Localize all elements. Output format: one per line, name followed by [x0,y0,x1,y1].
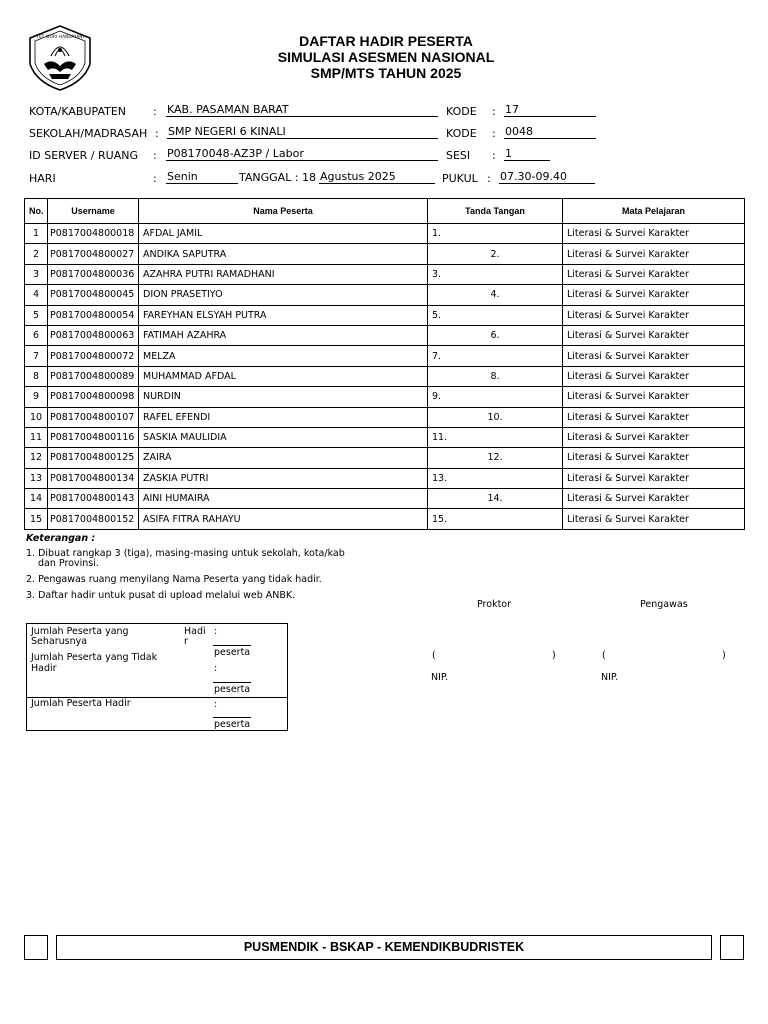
note-1: 1. Dibuat rangkap 3 (tiga), masing-masing untuk sekolah, kota/kab [26,548,345,559]
summary-colon-3: : [214,699,218,710]
row-participant-name: AFDAL JAMIL [139,224,428,244]
row-subject: Literasi & Survei Karakter [563,325,745,345]
row-number: 14 [25,489,48,509]
summary-blank-1 [213,645,251,646]
row-participant-name: SASKIA MAULIDIA [139,427,428,447]
sesi-colon: : [492,149,496,162]
table-row [25,346,745,366]
row-username: P0817004800089 [48,366,139,386]
row-participant-name: RAFEL EFENDI [139,407,428,427]
proktor-nip: NIP. [431,672,449,683]
row-username: P0817004800072 [48,346,139,366]
document-title: DAFTAR HADIR PESERTA [299,33,473,49]
row-number: 9 [25,387,48,407]
header-mata-pelajaran: Mata Pelajaran [563,199,745,224]
kode-value-2: 0048 [504,126,596,139]
row-username: P0817004800054 [48,305,139,325]
note-3: 3. Daftar hadir untuk pusat di upload melalui web ANBK. [26,590,296,601]
table-row [25,489,745,509]
summary-blank-2 [213,682,251,683]
pukul-colon: : [487,172,491,185]
row-number: 2 [25,244,48,264]
attendance-summary-box [26,623,288,731]
row-username: P0817004800098 [48,387,139,407]
kode-colon-2: : [492,127,496,140]
sekolah-colon: : [155,127,159,140]
summary-unit-2: peserta [214,684,251,695]
summary-present-label: Jumlah Peserta Hadir [31,698,131,709]
row-username: P0817004800045 [48,285,139,305]
row-signature: 10. [428,407,563,427]
row-subject: Literasi & Survei Karakter [563,468,745,488]
summary-blank-3 [213,717,251,718]
server-colon: : [153,149,157,162]
row-number: 7 [25,346,48,366]
table-row [25,407,745,427]
tanggal-value: Agustus 2025 [319,171,435,184]
table-row [25,325,745,345]
row-subject: Literasi & Survei Karakter [563,346,745,366]
row-subject: Literasi & Survei Karakter [563,509,745,529]
pengawas-nip: NIP. [601,672,619,683]
row-signature: 2. [428,244,563,264]
kode-value-1: 17 [504,104,596,117]
table-header-row [25,199,745,224]
row-number: 8 [25,366,48,386]
pengawas-name-close: ) [722,650,726,661]
row-signature: 6. [428,325,563,345]
row-signature: 8. [428,366,563,386]
proktor-name-open: ( [432,650,436,661]
table-row [25,285,745,305]
row-participant-name: AINI HUMAIRA [139,489,428,509]
row-participant-name: FAREYHAN ELSYAH PUTRA [139,305,428,325]
row-number: 5 [25,305,48,325]
table-row [25,448,745,468]
hari-colon: : [153,172,157,185]
summary-hadir-label-2: r [184,636,188,647]
row-subject: Literasi & Survei Karakter [563,285,745,305]
table-row [25,509,745,529]
row-subject: Literasi & Survei Karakter [563,448,745,468]
row-subject: Literasi & Survei Karakter [563,224,745,244]
summary-colon-1: : [214,626,218,637]
kota-colon: : [153,105,157,118]
summary-absent-label-2: Hadir [31,663,57,674]
row-subject: Literasi & Survei Karakter [563,407,745,427]
sekolah-label: SEKOLAH/MADRASAH [29,127,148,140]
row-username: P0817004800143 [48,489,139,509]
row-signature: 9. [428,387,563,407]
sesi-value: 1 [504,148,550,161]
table-row [25,366,745,386]
row-participant-name: NURDIN [139,387,428,407]
row-number: 6 [25,325,48,345]
logo-text: TUT WURI HANDAYANI [35,34,84,39]
hari-value: Senin [166,171,238,184]
summary-absent-label: Jumlah Peserta yang Tidak [31,652,158,663]
sekolah-value: SMP NEGERI 6 KINALI [167,126,438,139]
row-signature: 15. [428,509,563,529]
header-no: No. [25,199,48,224]
row-signature: 3. [428,264,563,284]
row-number: 3 [25,264,48,284]
table-row [25,387,745,407]
table-row [25,264,745,284]
header-username: Username [48,199,139,224]
row-number: 13 [25,468,48,488]
tanggal-label: TANGGAL : 18 [239,171,317,184]
table-row [25,305,745,325]
table-row [25,427,745,447]
row-username: P0817004800107 [48,407,139,427]
row-signature: 13. [428,468,563,488]
row-participant-name: ZAIRA [139,448,428,468]
kota-value: KAB. PASAMAN BARAT [166,104,438,117]
note-1-continued: dan Provinsi. [38,558,99,569]
row-participant-name: FATIMAH AZAHRA [139,325,428,345]
kode-label-2: KODE [446,127,477,140]
row-number: 12 [25,448,48,468]
row-username: P0817004800027 [48,244,139,264]
row-number: 11 [25,427,48,447]
row-signature: 7. [428,346,563,366]
row-number: 15 [25,509,48,529]
row-subject: Literasi & Survei Karakter [563,387,745,407]
row-subject: Literasi & Survei Karakter [563,427,745,447]
row-username: P0817004800134 [48,468,139,488]
pengawas-name-open: ( [602,650,606,661]
row-number: 4 [25,285,48,305]
header-tanda-tangan: Tanda Tangan [428,199,563,224]
table-row [25,244,745,264]
row-participant-name: ASIFA FITRA RAHAYU [139,509,428,529]
row-participant-name: MELZA [139,346,428,366]
row-participant-name: MUHAMMAD AFDAL [139,366,428,386]
pukul-label: PUKUL [442,172,478,185]
attendance-table [24,198,745,530]
kota-label: KOTA/KABUPATEN [29,105,127,118]
proktor-label: Proktor [477,599,512,610]
row-signature: 14. [428,489,563,509]
row-username: P0817004800152 [48,509,139,529]
note-2: 2. Pengawas ruang menyilang Nama Peserta yang tidak hadir. [26,574,322,585]
pukul-value: 07.30-09.40 [499,171,595,184]
row-signature: 4. [428,285,563,305]
row-username: P0817004800036 [48,264,139,284]
row-subject: Literasi & Survei Karakter [563,489,745,509]
row-signature: 1. [428,224,563,244]
pengawas-label: Pengawas [640,599,688,610]
row-subject: Literasi & Survei Karakter [563,366,745,386]
hari-label: HARI [29,172,56,185]
server-value: P08170048-AZ3P / Labor [166,148,438,161]
row-subject: Literasi & Survei Karakter [563,305,745,325]
row-number: 1 [25,224,48,244]
summary-unit-1: peserta [214,647,251,658]
proktor-name-close: ) [552,650,556,661]
row-subject: Literasi & Survei Karakter [563,244,745,264]
row-participant-name: ANDIKA SAPUTRA [139,244,428,264]
row-participant-name: DION PRASETIYO [139,285,428,305]
summary-hadir-label: Hadi [184,626,206,637]
notes-title: Keterangan : [26,533,96,544]
footer-banner: PUSMENDIK - BSKAP - KEMENDIKBUDRISTEK [56,935,712,960]
row-signature: 11. [428,427,563,447]
server-label: ID SERVER / RUANG [29,149,138,162]
document-subtitle: SIMULASI ASESMEN NASIONAL [277,49,495,65]
summary-unit-3: peserta [214,719,251,730]
summary-expected-label: Jumlah Peserta yang [31,626,129,637]
table-row [25,224,745,244]
summary-colon-2: : [214,663,218,674]
row-username: P0817004800116 [48,427,139,447]
kode-label-1: KODE [446,105,477,118]
table-row [25,468,745,488]
document-year: SMP/MTS TAHUN 2025 [310,65,462,81]
row-participant-name: ZASKIA PUTRI [139,468,428,488]
row-username: P0817004800125 [48,448,139,468]
kode-colon-1: : [492,105,496,118]
row-participant-name: AZAHRA PUTRI RAMADHANI [139,264,428,284]
row-number: 10 [25,407,48,427]
row-subject: Literasi & Survei Karakter [563,264,745,284]
sesi-label: SESI [446,149,471,162]
row-signature: 12. [428,448,563,468]
footer-left-box [24,935,48,960]
row-username: P0817004800018 [48,224,139,244]
row-signature: 5. [428,305,563,325]
row-username: P0817004800063 [48,325,139,345]
summary-expected-label-2: Seharusnya [31,636,88,647]
footer-right-box [720,935,744,960]
header-nama-peserta: Nama Peserta [139,199,428,224]
